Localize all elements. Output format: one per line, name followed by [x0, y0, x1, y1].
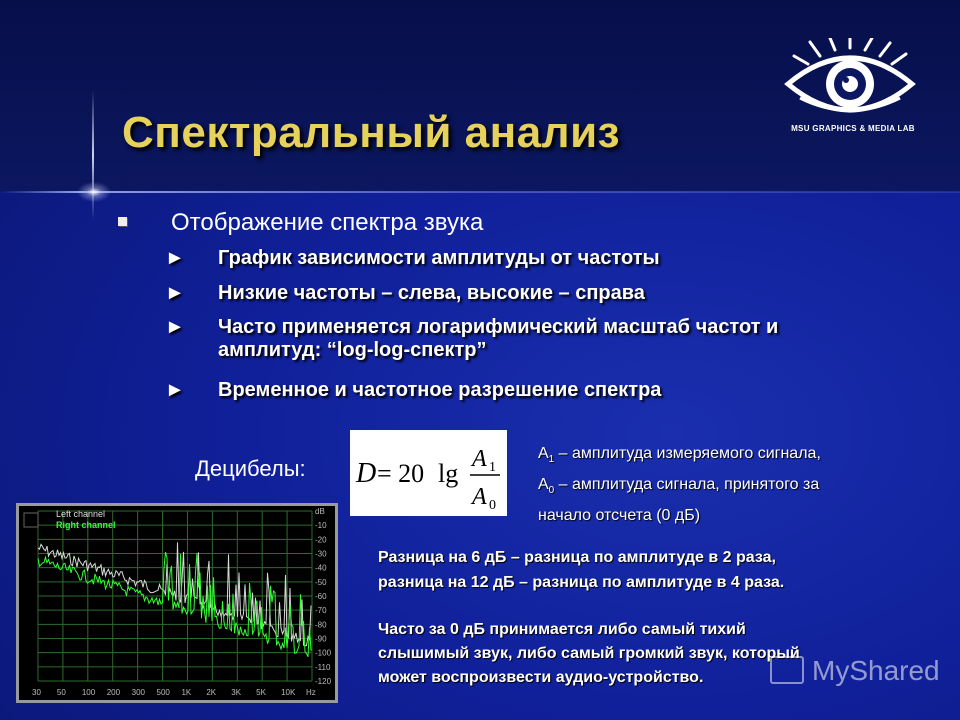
legend-right-channel: Right channel: [56, 520, 116, 530]
db-tick-label: -10: [315, 521, 327, 531]
sub-bullet-4: [165, 379, 661, 402]
definition-text: – амплитуда измеряемого сигнала,: [554, 445, 821, 462]
db-tick-label: dB: [315, 507, 325, 516]
arrow-bullet-icon: ►: [165, 247, 185, 269]
freq-tick-label: Hz: [306, 688, 316, 697]
logo-caption: MSU GRAPHICS & MEDIA LAB: [791, 124, 915, 133]
horizontal-rule: [0, 191, 960, 193]
main-bullet-text: Отображение спектра звука: [171, 209, 484, 236]
msu-eye-logo-icon: [780, 38, 920, 138]
sub-bullet-text: График зависимости амплитуды от частоты: [218, 247, 660, 269]
sub-bullet-text: Низкие частоты – слева, высокие – справа: [218, 282, 645, 304]
star-flare: [74, 180, 114, 204]
watermark: [770, 655, 940, 687]
freq-tick-label: 100: [81, 688, 96, 697]
freq-tick-label: 2K: [206, 688, 217, 697]
db-tick-label: -30: [315, 549, 327, 559]
watermark-text: MyShared: [812, 655, 940, 686]
arrow-bullet-icon: ►: [165, 316, 185, 338]
definitions: [538, 441, 821, 528]
formula-num-sub: 1: [489, 460, 496, 475]
freq-tick-label: 50: [56, 688, 66, 697]
freq-tick-label: 200: [106, 688, 121, 697]
paragraph-line: разница на 12 дБ – разница по амплитуде в 4 раза.: [378, 574, 785, 591]
definition-a1: [538, 441, 821, 472]
watermark-logo-icon: [770, 656, 804, 684]
sub-bullet-text: Временное и частотное разрешение спектра: [218, 379, 662, 401]
formula-eq: = 20: [377, 459, 425, 488]
paragraph-zero-db: [378, 618, 800, 690]
symbol-sub: 0: [548, 485, 555, 497]
decibels-label: Децибелы:: [195, 456, 306, 481]
sub-bullet-2: [165, 282, 645, 305]
freq-tick-label: 3K: [231, 688, 242, 697]
db-tick-label: -100: [315, 648, 332, 658]
db-tick-label: -90: [315, 634, 327, 644]
sub-bullet-line: амплитуд: “log-log-спектр”: [218, 339, 487, 361]
db-tick-label: -70: [315, 606, 327, 616]
db-tick-label: -40: [315, 563, 327, 573]
formula-den-sub: 0: [489, 498, 496, 513]
freq-tick-label: 500: [156, 688, 170, 697]
paragraph-line: Часто за 0 дБ принимается либо самый тихий: [378, 621, 746, 638]
sub-bullet-line: Часто применяется логарифмический масштаб частот и: [218, 316, 779, 338]
square-bullet-icon: [118, 217, 127, 226]
sub-bullet-1: [165, 247, 660, 270]
legend-left-channel: Left channel: [56, 509, 106, 519]
formula-lhs: D: [356, 458, 377, 489]
db-tick-label: -20: [315, 535, 327, 545]
sub-bullet-3: [165, 316, 778, 362]
db-tick-label: -80: [315, 620, 327, 630]
main-bullet: [118, 209, 483, 237]
paragraph-db-difference: [378, 545, 784, 595]
formula-fn: lg: [438, 459, 459, 488]
formula-denominator: A: [472, 484, 487, 510]
symbol: A: [538, 476, 549, 494]
paragraph-line: Разница на 6 дБ – разница по амплитуде в 2 раза,: [378, 549, 776, 566]
decibel-formula: [350, 430, 507, 516]
symbol-sub: 1: [548, 454, 555, 466]
paragraph-line: может воспроизвести аудио-устройство.: [378, 669, 704, 686]
db-tick-label: -110: [315, 662, 331, 672]
arrow-bullet-icon: ►: [165, 379, 185, 401]
db-tick-label: -120: [315, 677, 332, 686]
freq-tick-label: 10K: [281, 688, 296, 697]
paragraph-line: слышимый звук, либо самый громкий звук, который: [378, 645, 800, 662]
freq-tick-label: 1K: [181, 688, 192, 697]
definition-cont: начало отсчета (0 дБ): [538, 507, 701, 525]
arrow-bullet-icon: ►: [165, 282, 185, 304]
db-tick-label: -60: [315, 592, 327, 601]
symbol: A: [538, 445, 549, 462]
freq-tick-label: 5K: [256, 688, 266, 697]
definition-a0: [538, 472, 821, 503]
sub-bullet-text: [218, 316, 778, 362]
slide-title: Спектральный анализ: [122, 108, 621, 157]
freq-tick-label: 300: [131, 688, 145, 697]
formula-numerator: A: [472, 446, 487, 472]
db-tick-label: -50: [315, 577, 327, 587]
spectrum-analyzer-image: [16, 503, 338, 703]
freq-tick-label: 30: [32, 688, 41, 697]
definition-text: – амплитуда сигнала, принятого за: [554, 476, 820, 494]
